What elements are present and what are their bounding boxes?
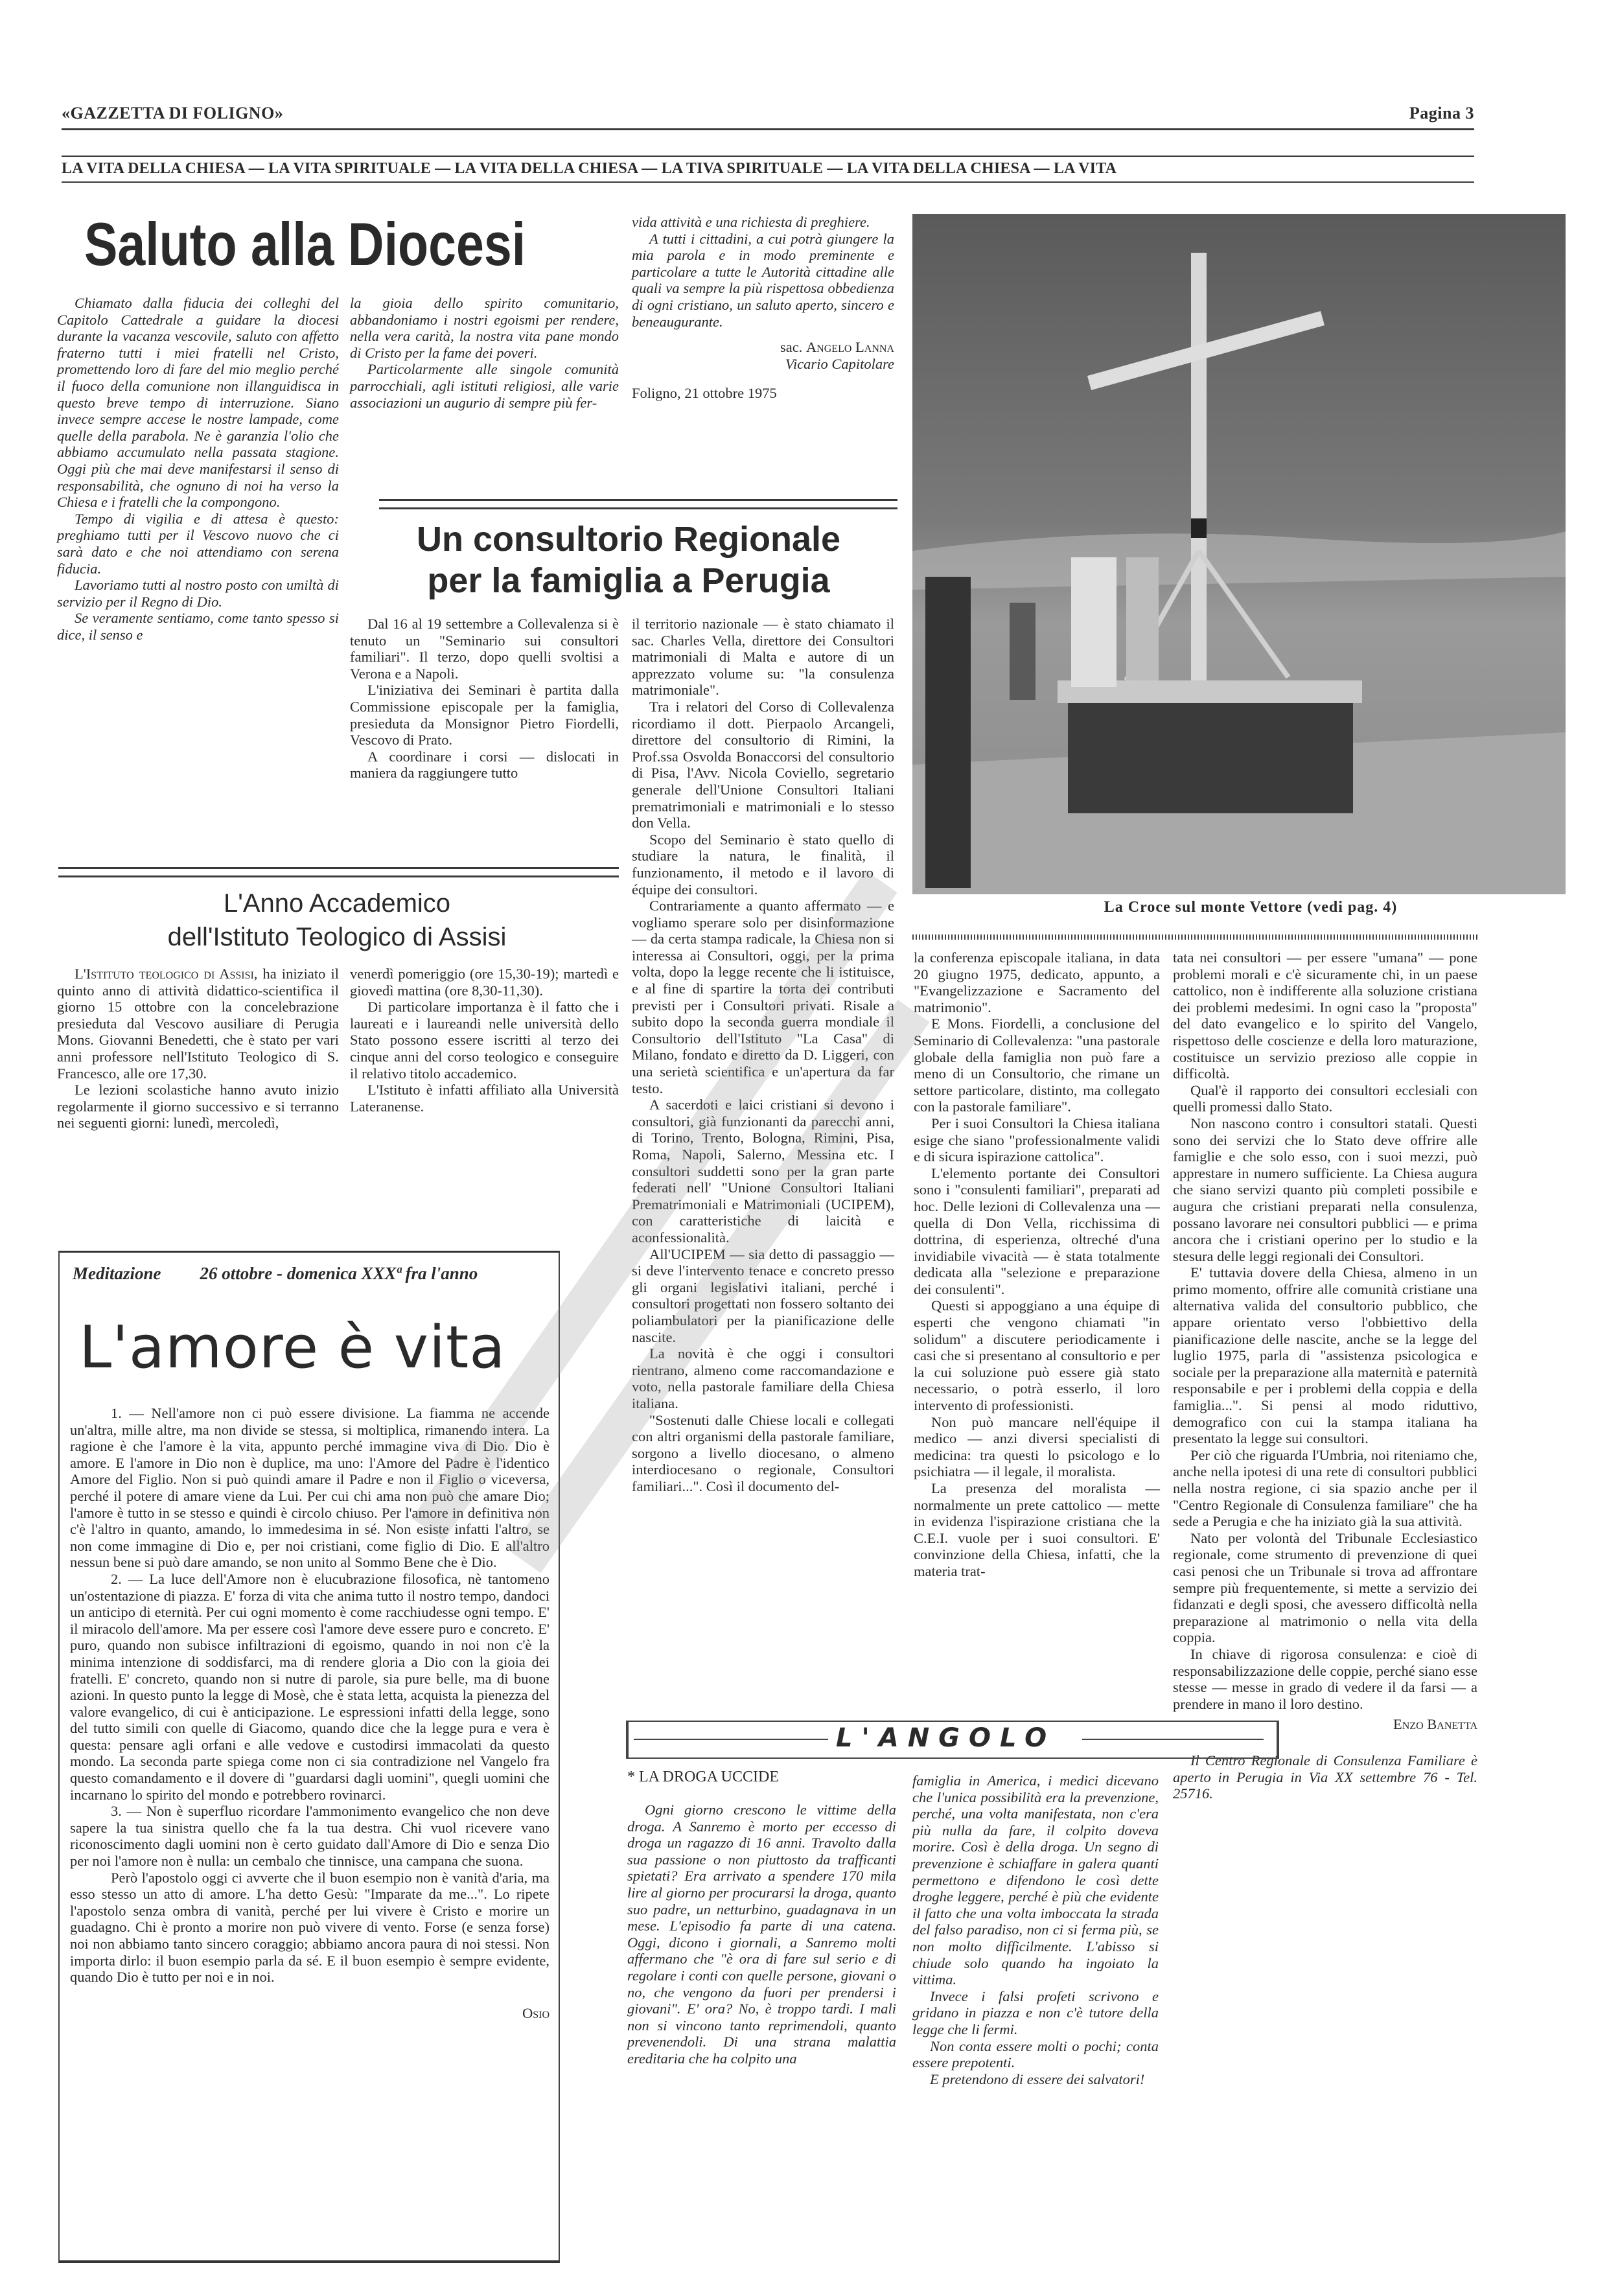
paragraph: A coordinare i corsi — dislocati in maniera da raggiungere tutto <box>350 748 619 782</box>
saluto-column-1 <box>57 295 339 643</box>
paragraph: Lavoriamo tutti al nostro posto con umiltà di servizio per il Regno di Dio. <box>57 577 339 610</box>
paragraph: E pretendono di essere dei salvatori! <box>930 2070 1145 2087</box>
stone-base <box>1068 703 1353 813</box>
masthead-rule <box>62 128 1474 130</box>
paragraph: Questi si appoggiano a una équipe di esperti che vengono chiamati "in solidum" a discutere periodicamente i casi che si presentano al consultorio e per la cui soluzione può essere già stato necessario, o potrà esserlo, il loro intervento di professionisti. <box>914 1297 1160 1414</box>
paragraph: Qual'è il rapporto dei consultori ecclesiali con quelli promessi dallo Stato. <box>1173 1082 1477 1115</box>
paragraph: Però l'apostolo oggi ci avverte che il buon esempio non è vanità d'aria, ma esso stesso un atto di amore. L'ha detto Gesù: "Imparate da me...". Lo ripete l'apostolo senza ombra di vanità, perché per lui vivere è Cristo e morire un guadagno. Chi è pronto a morire non può vivere di vento. Forse (e senza forse) noi non abbiamo tanto sincero coraggio; abbiamo ancora paura di noi stessi. Non importa dirlo: il buon esempio parla da sé. E il buon esempio è sempre evidente, quando Dio è tutto per noi e in noi. <box>70 1869 550 1986</box>
paragraph: Invece i falsi profeti scrivono e gridano in piazza e non c'è tutore della legge che li fermi. <box>912 1988 1159 2037</box>
angolo-title: L'ANGOLO <box>836 1723 1056 1753</box>
paragraph: All'UCIPEM — sia detto di passaggio — si deve l'intervento tenace e concreto presso gli organi legislativi italiani, perché i consultori progettati non fossero soltanto dei poliambulatori per la pianificazione delle nascite. <box>632 1246 894 1345</box>
header-line <box>634 1739 828 1740</box>
paragraph: Chiamato dalla fiducia dei colleghi del Capitolo Cattedrale a guidare la diocesi durante la vacanza vescovile, saluto con affetto fraterno tutti i miei fratelli nel Cristo, promettendo loro di fare del mio meglio perché il fuoco della comunione non illanguidisca in questo breve tempo di interruzione. Siano invece sempre accese le nostre lampade, come quelle della parabola. Ne è garanzia l'olio che abbiamo accumulato nella passata stagione. Oggi più che mai deve manifestarsi il senso di responsabilità, che ognuno di noi ha verso la Chiesa e i fratelli che la compongono. <box>57 295 339 511</box>
paragraph: La novità è che oggi i consultori rientrano, almeno come raccomandazione e voto, nella pastorale familiare della Chiesa italiana. <box>632 1345 894 1411</box>
paragraph: la conferenza episcopale italiana, in data 20 giugno 1975, dedicato, appunto, a "Evangelizzazione e Sacramento del matrimonio". <box>914 949 1160 1015</box>
headline-line: L'Anno Accademico <box>223 889 451 918</box>
anno-column-2 <box>350 966 619 1115</box>
paragraph: vida attività e una richiesta di preghiere. <box>632 214 870 230</box>
meditazione-label: Meditazione <box>73 1264 161 1283</box>
saluto-column-2 <box>350 295 619 411</box>
angolo-heading: * LA DROGA UCCIDE <box>627 1768 780 1785</box>
section-rule-top <box>62 156 1474 157</box>
cross-photo-illustration <box>912 214 1566 894</box>
photo-cross-monte-vettore <box>912 214 1566 894</box>
paragraph: Ogni giorno crescono le vittime della droga. A Sanremo è morto per eccesso di droga un ragazzo di 16 anni. Travolto dalla sua passione o non piuttosto da trafficanti spietati? Era arrivato a spendere 170 mila lire al giorno per procurarsi la droga, quanto suo padre, un netturbino, guadagnava in un mese. L'episodio fa parte di una catena. Oggi, dicono i giornali, a Sanremo molti affermano che "è ora di fare sul serio e di regolare i conti con quelle persone, giovani o no, che vengono da fuori per prendersi i giovani". E' ora? No, è troppo tardi. I mali non si vincono tanto reprimendoli, quanto prevenendoli. Di una strana malattia ereditaria che ha colpito una <box>627 1802 896 2067</box>
paragraph: Dal 16 al 19 settembre a Collevalenza si è tenuto un "Seminario sui consultori familiari". Il terzo, dopo quelli svoltisi a Verona e a Napoli. <box>350 616 619 682</box>
paragraph: Non può mancare nell'équipe il medico — anzi diversi specialisti di medicina: tra questi lo psicologo e lo psichiatra — il legale, il moralista. <box>914 1413 1160 1480</box>
dotted-rule <box>912 934 1477 940</box>
paragraph: L'Istituto è infatti affiliato alla Università Lateranense. <box>350 1082 619 1115</box>
headline-consultorio <box>382 518 875 601</box>
person-figure <box>1126 557 1159 680</box>
paragraph <box>57 966 339 1082</box>
paragraph: In chiave di rigorosa consulenza: e cioè di responsabilizzazione delle coppie, perché siano esse stesse — messe in grado di vedere il da farsi — a prendere in mano il loro destino. <box>1173 1645 1477 1712</box>
paragraph: Per ciò che riguarda l'Umbria, noi riteniamo che, anche nella ipotesi di una rete di consultori pubblici nella nostra regione, ci sia spazio anche per il "Centro Regionale di Consulenza familiare" che ha sede a Perugia e che ha iniziato già la sua attività. <box>1173 1446 1477 1530</box>
signature-name <box>632 339 894 356</box>
person-figure <box>1010 603 1036 700</box>
paragraph: famiglia in America, i medici dicevano che l'unica possibilità era la prevenzione, perché, una volta manifestata, non c'era più nulla da fare, il colpito doveva morire. Così è della droga. Un segno di prevenzione è schiaffare in galera quanti permettono e difendono le così dette droghe leggere, perché è più che evidente il fatto che una volta imboccata la strada del falso paradiso, non ci si ferma più, se non molto difficilmente. L'abisso si chiude solo quando ha ingoiato la vittima. <box>912 1772 1159 1988</box>
paragraph: La presenza del moralista — normalmente un prete cattolico — mette in evidenza l'ispirazione cristiana che la C.E.I. vuole per i suoi consultori. E' convinzione della Chiesa, infatti, che la materia trat- <box>914 1480 1160 1579</box>
headline-line: per la famiglia a Perugia <box>427 561 830 600</box>
headline-line: Un consultorio Regionale <box>416 520 841 559</box>
paragraph: L'iniziativa dei Seminari è partita dalla Commissione episcopale per la famiglia, presieduta da Monsignor Pietro Fiordelli, Vescovo di Prato. <box>350 682 619 748</box>
paragraph: Contrariamente a quanto affermato — e vogliamo sperare solo per disinformazione — da certa stampa radicale, la Chiesa non si interessa ai Consultori, oggi, per la prima volta, dopo la legge recente che li istituisce, e al fine di spartire la torta dei contributi previsti per i Consultori privati. Risale a subito dopo la seconda guerra mondiale il Consultorio dell'Istituto "La Casa" di Milano, fondato e diretto da D. Liggeri, con una serietà scientifica e un'apertura da far testo. <box>632 898 894 1096</box>
paragraph: Non conta essere molti o pochi; conta essere prepotenti. <box>912 2037 1159 2071</box>
cross-post <box>1191 253 1207 680</box>
header-line <box>1082 1739 1264 1740</box>
paragraph: Per i suoi Consultori la Chiesa italiana esige che siano "professionalmente validi e di sicura ispirazione cattolica". <box>914 1115 1160 1165</box>
meditazione-body <box>70 1405 550 2021</box>
paragraph: 3. — Non è superfluo ricordare l'ammonimento evangelico che non deve sapere la tua sinistra quello che fa la tua destra. Chi vuol ricevere vano riconoscimento dagli uomini non è certo guidato dall'Amore di Dio e senza Dio per noi l'amore non è nulla: un cembalo che tinnisce, una campana che suona. <box>70 1803 550 1870</box>
paragraph: Nato per volontà del Tribunale Ecclesiastico regionale, come strumento di prevenzione di quei casi penosi che un Tribunale si trova ad affrontare sempre più frequentemente, si mette a servizio dei fidanzati e degli sposi, che avessero difficoltà nella preparazione al matrimonio o nella vita della coppia. <box>1173 1529 1477 1646</box>
paragraph: Scopo del Seminario è stato quello di studiare la natura, le finalità, il funzionamento, il metodo e il lavoro di équipe dei consultori. <box>632 831 894 898</box>
lead-in: L'Istituto teologico di Assisi, <box>75 966 258 982</box>
consultorio-column-3 <box>914 949 1160 1580</box>
headline-text: Saluto alla Diocesi <box>84 210 526 278</box>
anno-column-1 <box>57 966 339 1131</box>
angolo-column-1 <box>627 1802 896 2067</box>
meditazione-date: 26 ottobre - domenica XXXª fra l'anno <box>200 1264 478 1283</box>
meditazione-header <box>73 1264 552 1284</box>
paragraph: Tempo di vigilia e di attesa è questo: preghiamo tutti per il Vescovo nuovo che ci sarà dato e che noi attendiamo con serena fiducia. <box>57 510 339 577</box>
paragraph: tata nei consultori — per essere "umana" — pone problemi morali e c'è sicuramente chi, in un paese cattolico, non è indifferente alla soluzione cristiana dei problemi medesimi. In ogni caso la "proposta" del dato evangelico e lo spirito del Vangelo, rispettoso delle coscienze e della loro maturazione, costituisce un servizio prezioso alle coppie in difficoltà. <box>1173 949 1477 1082</box>
paragraph: il territorio nazionale — è stato chiamato il sac. Charles Vella, direttore dei Consultori matrimoniali di Malta e autore di un apprezzato volume su: "la consulenza matrimoniale". <box>632 616 894 699</box>
signature-prefix: sac. <box>780 339 803 356</box>
paragraph: A tutti i cittadini, a cui potrà giungere la mia parola e in modo preminente e particolare a tutte le Autorità cittadine alle quali va sempre la più rispettosa obbedienza di ogni cristiano, un saluto aperto, sincero e beneaugurante. <box>632 230 894 330</box>
headline-line: dell'Istituto Teologico di Assisi <box>167 923 507 951</box>
double-rule <box>58 867 619 877</box>
saluto-column-3 <box>632 214 894 402</box>
paragraph: Tra i relatori del Corso di Collevalenza ricordiamo il dott. Pierpaolo Arcangeli, direttore del consultorio di Rimini, la Prof.ssa Osvolda Bonaccorsi del consultorio di Pisa, l'Avv. Nicola Coviello, segretario generale dell'Unione Consultori Italiani prematrimoniali e matrimoniali e lo stesso don Vella. <box>632 698 894 831</box>
paragraph: Di particolare importanza è il fatto che i laureati e i laureandi nelle università dello Stato possono essere iscritti al terzo dei cinque anni del corso teologico e conseguire il relativo titolo accademico. <box>350 999 619 1082</box>
double-rule <box>379 499 897 509</box>
angolo-column-2 <box>912 1772 1159 2087</box>
consultorio-column-1 <box>350 616 619 782</box>
newspaper-name: «GAZZETTA DI FOLIGNO» <box>62 104 284 122</box>
saluto-signature <box>632 339 894 372</box>
paragraph-text: ha iniziato il quinto anno di attività didattico-scientifica il giorno 15 ottobre con la concelebrazione presieduta dal Vescovo ausiliare di Perugia Mons. Giovanni Benedetti, che è stato per vari anni professore nell'Istituto Teologico di S. Francesco, alle ore 17,30. <box>57 966 339 1082</box>
paragraph: "Sostenuti dalle Chiese locali e collegati con altri organismi della pastorale familiare, sorgono a livello diocesano, o almeno interdiocesano o regionale, Consultori familiari...". Così il documento del- <box>632 1411 894 1494</box>
page-number: Pagina 3 <box>1409 104 1474 122</box>
headline-anno-accademico <box>78 887 596 954</box>
section-bar: LA VITA DELLA CHIESA — LA VITA SPIRITUALE — LA VITA DELLA CHIESA — LA TIVA SPIRITUALE — LA VITA DELLA CHIESA — LA VITA <box>62 160 1117 177</box>
paragraph: 1. — Nell'amore non ci può essere divisione. La fiamma ne accende un'altra, mille altre, ma non divide se stessa, si moltiplica, rimanendo intera. La ragione è che l'amore è la vita, appunto perché immagine viva di Dio. Dio è amore. E l'amore in Dio non è duplice, ma uno: l'Amore del Padre è l'identico Amore del Figlio. Non si può quindi amare il Padre e non il Figlio o viceversa, perché il potere di amare viene da Lui. Per cui chi ama non può che amare Dio; l'amore è tutto in se stesso e quindi è circolo chiuso. Per l'amore in definitiva non c'è l'altro in quanto, amando, lo immedesima in sé. Non esiste infatti l'altro, se non come immagine di Dio e, per noi cristiani, come figlio di Dio. E all'altro nessun bene si può dare amando, se non unito al Sommo Bene che è Dio. <box>70 1405 550 1571</box>
signature-person: Angelo Lanna <box>805 339 894 356</box>
section-rule-bottom <box>62 181 1474 183</box>
consultorio-note: Il Centro Regionale di Consulenza Familiare è aperto in Perugia in Via XX settembre 76 - Tel. 25716. <box>1173 1752 1477 1802</box>
meditazione-signature: Osio <box>522 2004 550 2021</box>
paragraph: E Mons. Fiordelli, a conclusione del Seminario di Collevalenza: "una pastorale globale della famiglia non può fare a meno di un Consultorio, che rimane un settore particolare, distinto, ma collegato con la pastorale familiare". <box>914 1015 1160 1115</box>
paragraph: A sacerdoti e laici cristiani si devono i consultori, già funzionanti da parecchi anni, di Torino, Trento, Bologna, Rimini, Pisa, Roma, Napoli, Salerno, Messina etc. I consultori suddetti sono per la gran parte federati nell' "Unione Consultori Italiani Prematrimoniali e Matrimoniali (UCIPEM), con caratteristiche di laicità e aconfessionalità. <box>632 1096 894 1246</box>
headline-saluto <box>84 209 629 280</box>
paragraph: Le lezioni scolastiche hanno avuto inizio regolarmente il giorno successivo e si terranno nei seguenti giorni: lunedì, mercoledì, <box>57 1082 339 1131</box>
person-figure <box>925 577 971 888</box>
headline-amore: L'amore è vita <box>79 1314 506 1382</box>
paragraph: Particolarmente alle singole comunità parrocchiali, agli istituti religiosi, alle varie associazioni un augurio di sempre più fer- <box>350 361 619 411</box>
saluto-dateline: Foligno, 21 ottobre 1975 <box>632 385 777 402</box>
paragraph: 2. — La luce dell'Amore non è elucubrazione filosofica, nè tantomeno un'ostentazione di piazza. E' forza di vita che anima tutto il nostro tempo, dandoci un anticipo di eternità. Per cui ogni momento è come racchiudesse ogni tempo. E' il miracolo dell'amore. Ma per essere così l'amore deve essere puro e concreto. E' puro, quando non subisce infiltrazioni di egoismo, quando in noi non c'è la minima intenzione di soddisfarci, ma di rendere gloria a Dio con la gioia dei fratelli. E' concreto, quando non si nutre di parole, sia pure belle, ma di buone azioni. In questo punto la legge di Mosè, che è stata letta, acquista la pienezza del valore evangelico, di cui è anticipazione. Le espressioni infatti della legge, sono del tutto simili con quelle di Giacomo, quando dice che la legge pura e vera è questa: pensare agli orfani e alle vedove e custodirsi immacolati da questo mondo. La seconda parte spiega come non ci sia contradizione nel Vangelo fra questo comandamento e il dovere di "guardarsi dagli uomini", quegli uomini che incarnano lo spirito del mondo e potrebbero rovinarci. <box>70 1570 550 1803</box>
plaque <box>1191 518 1207 538</box>
photo-caption: La Croce sul monte Vettore (vedi pag. 4) <box>1104 899 1398 916</box>
paragraph: venerdì pomeriggio (ore 15,30-19); martedì e giovedì mattina (ore 8,30-11,30). <box>350 966 619 999</box>
angolo-header <box>626 1721 1279 1759</box>
signature-role: Vicario Capitolare <box>785 355 894 372</box>
consultorio-column-4 <box>1173 949 1477 1802</box>
priest-figure <box>1071 557 1117 687</box>
consultorio-column-2 <box>632 616 894 1494</box>
paragraph: Se veramente sentiamo, come tanto spesso si dice, il senso e <box>57 610 339 643</box>
paragraph: Non nascono contro i consultori statali. Questi sono dei servizi che lo Stato deve offrire alle famiglie e che solo esso, con i suoi mezzi, può apprestare in numero sufficiente. La Chiesa augura che siano servizi quanto più completi possibile e augura che cristiani preparati nella consulenza, possano lavorare nei consultori pubblici — e prima ancora che i cristiani operino per lo studio e la stesura delle leggi regionali dei Consultori. <box>1173 1115 1477 1264</box>
paragraph: E' tuttavia dovere della Chiesa, almeno in un primo momento, offrire alle comunità cristiane una alternativa valida del consultorio pubblico, che appare orientato verso l'obbiettivo della pianificazione delle nascite, anche se la legge del luglio 1975, parla di "assistenza psicologica e sociale per la preparazione alla maternità e paternità responsabile e per i problemi della coppia e della famiglia...". Si pensi al modo riduttivo, demografico con cui la stampa italiana ha presentato la legge sui consultori. <box>1173 1264 1477 1447</box>
paragraph: L'elemento portante dei Consultori sono i "consulenti familiari", preparati ad hoc. Delle lezioni di Collevalenza una — quella di Don Vella, ricchissima di dottrina, di esperienza, oltreché d'una invidiabile vivacità — è stata totalmente dedicata alla "selezione e preparazione dei consulenti". <box>914 1165 1160 1297</box>
masthead <box>62 104 1474 123</box>
consultorio-signature: Enzo Banetta <box>1393 1716 1477 1733</box>
paragraph: la gioia dello spirito comunitario, abbandoniamo i nostri egoismi per rendere, nella vera carità, la nostra vita pane mondo di Cristo per la fame dei poveri. <box>350 295 619 361</box>
